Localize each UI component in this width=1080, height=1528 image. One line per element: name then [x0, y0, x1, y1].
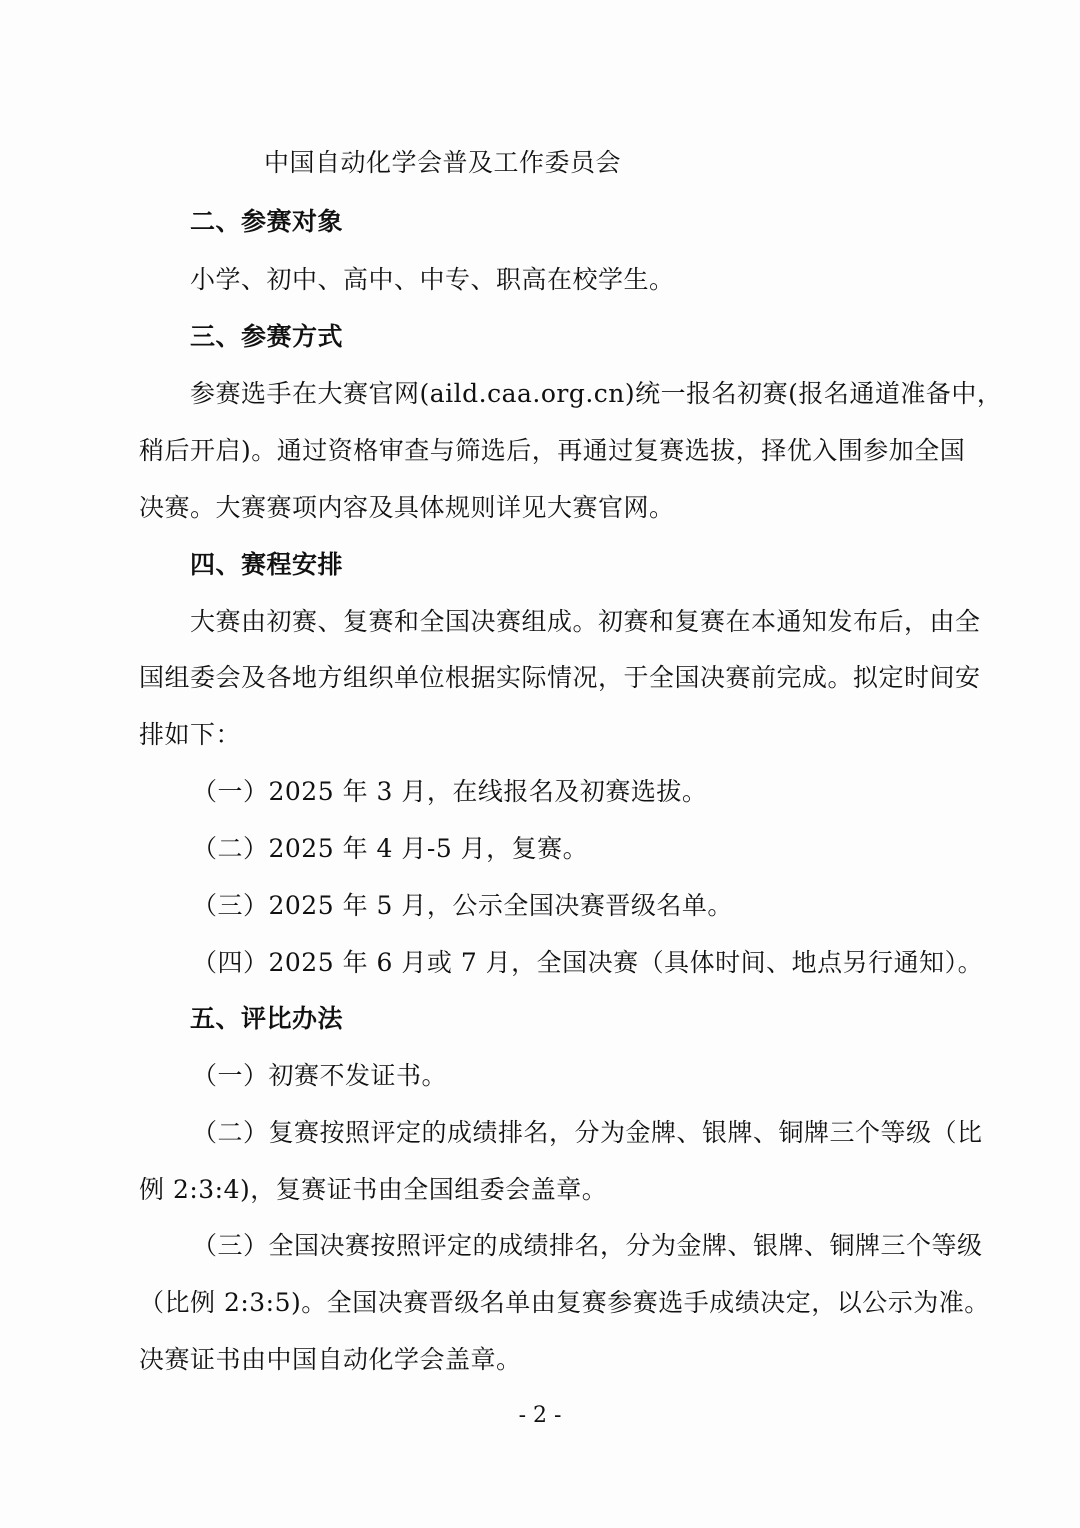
- page-number: - 2 -: [518, 1403, 562, 1428]
- section-heading-evaluation: 五、评比办法: [190, 1004, 344, 1033]
- method-line-2: 稍后开启)。通过资格审查与筛选后，再通过复赛选拔，择优入围参加全国: [139, 436, 966, 465]
- schedule-item-4: （四）2025 年 6 月或 7 月，全国决赛（具体时间、地点另行通知）。: [192, 948, 984, 977]
- schedule-item-2: （二）2025 年 4 月-5 月，复赛。: [192, 834, 589, 863]
- evaluation-item-2-line-1: （二）复赛按照评定的成绩排名，分为金牌、银牌、铜牌三个等级（比: [192, 1118, 983, 1147]
- evaluation-item-2-line-2: 例 2:3:4)，复赛证书由全国组委会盖章。: [139, 1175, 608, 1204]
- schedule-line-2: 国组委会及各地方组织单位根据实际情况，于全国决赛前完成。拟定时间安: [139, 663, 981, 692]
- evaluation-item-3-line-1: （三）全国决赛按照评定的成绩排名，分为金牌、银牌、铜牌三个等级: [192, 1231, 983, 1260]
- schedule-item-1: （一）2025 年 3 月，在线报名及初赛选拔。: [192, 777, 708, 806]
- organization-line: 中国自动化学会普及工作委员会: [264, 148, 622, 177]
- schedule-line-3: 排如下：: [139, 720, 242, 749]
- evaluation-item-1: （一）初赛不发证书。: [192, 1061, 448, 1090]
- evaluation-item-3-line-3: 决赛证书由中国自动化学会盖章。: [139, 1345, 522, 1374]
- method-line-1: 参赛选手在大赛官网(aild.caa.org.cn)统一报名初赛(报名通道准备中，: [190, 379, 1003, 408]
- section-heading-participants: 二、参赛对象: [190, 207, 344, 236]
- method-line-3: 决赛。大赛赛项内容及具体规则详见大赛官网。: [139, 493, 675, 522]
- section-heading-schedule: 四、赛程安排: [190, 550, 344, 579]
- schedule-line-1: 大赛由初赛、复赛和全国决赛组成。初赛和复赛在本通知发布后，由全: [190, 607, 981, 636]
- evaluation-item-3-line-2: （比例 2:3:5)。全国决赛晋级名单由复赛参赛选手成绩决定，以公示为准。: [139, 1288, 990, 1317]
- schedule-item-3: （三）2025 年 5 月，公示全国决赛晋级名单。: [192, 891, 733, 920]
- participants-text: 小学、初中、高中、中专、职高在校学生。: [190, 265, 675, 294]
- section-heading-method: 三、参赛方式: [190, 322, 344, 351]
